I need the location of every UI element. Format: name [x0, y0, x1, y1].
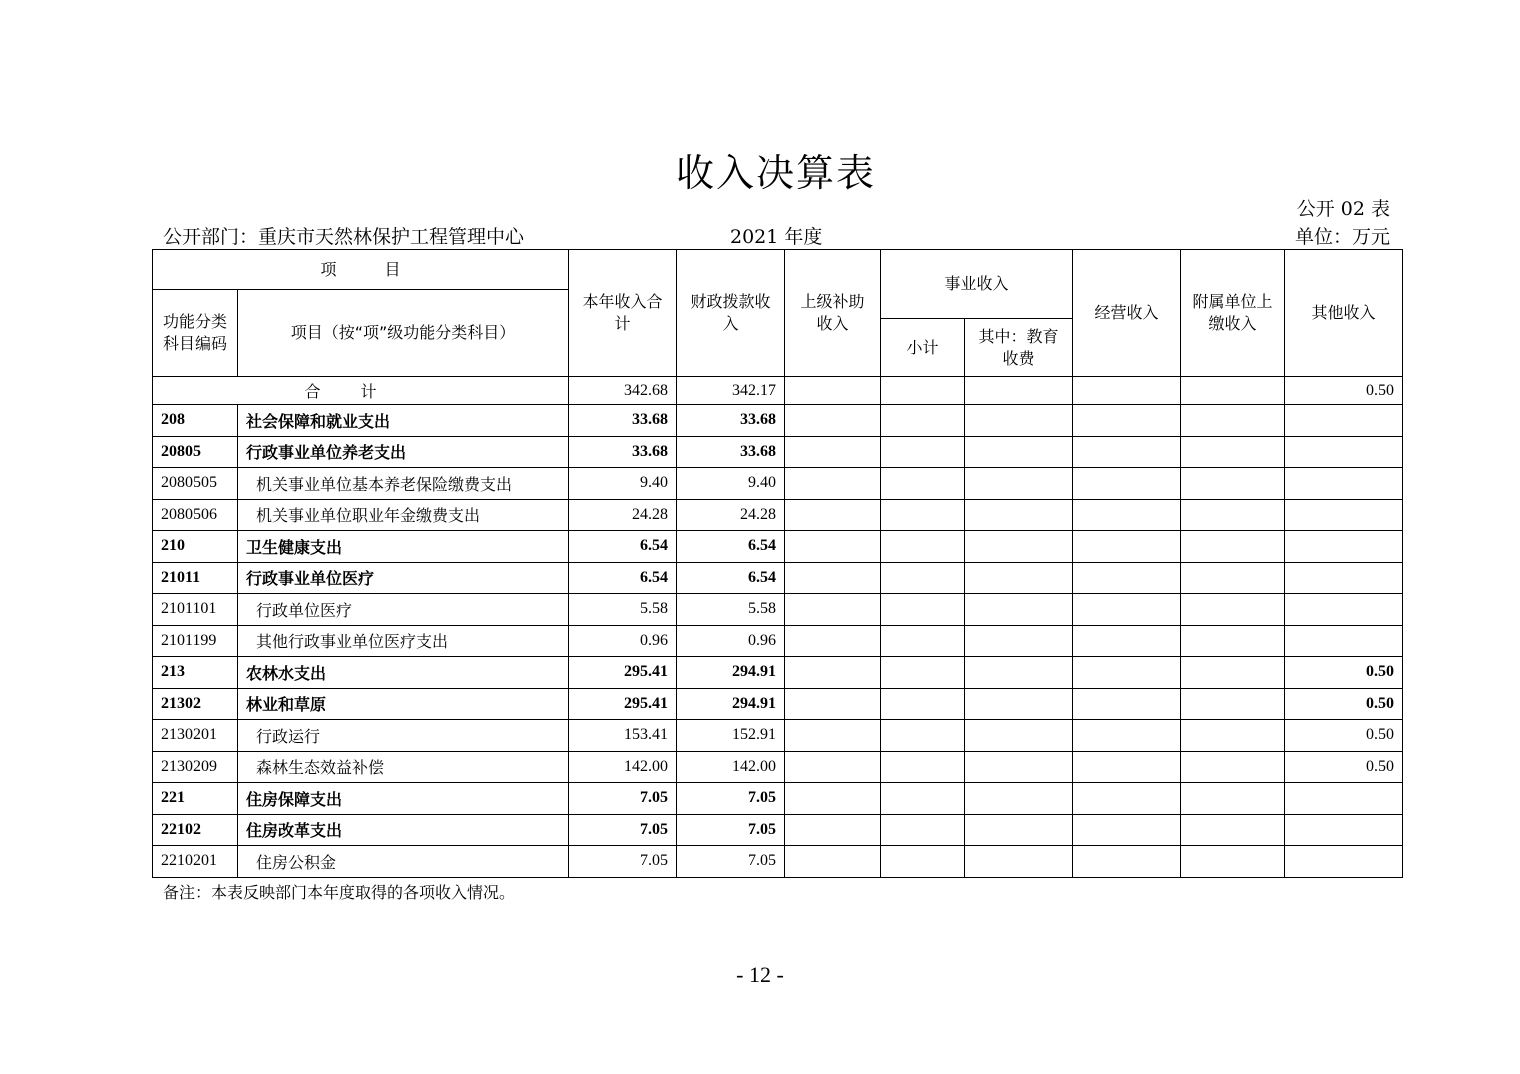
- row-operating: [1073, 499, 1181, 531]
- row-superior: [785, 405, 881, 437]
- row-total: 7.05: [569, 814, 677, 846]
- row-other: [1285, 468, 1403, 500]
- header-affiliated: 附属单位上缴收入: [1181, 250, 1285, 377]
- row-fiscal: 294.91: [677, 657, 785, 689]
- header-operating: 经营收入: [1073, 250, 1181, 377]
- row-total: 9.40: [569, 468, 677, 500]
- table-row: [153, 720, 1403, 752]
- row-operating: [1073, 594, 1181, 626]
- row-education: [965, 625, 1073, 657]
- table-row: [153, 688, 1403, 720]
- row-operating: [1073, 625, 1181, 657]
- total-other-value: 0.50: [1285, 377, 1403, 405]
- row-total: 24.28: [569, 499, 677, 531]
- row-code: 22102: [153, 814, 238, 846]
- row-operating: [1073, 468, 1181, 500]
- header-func-code: 功能分类科目编码: [153, 290, 238, 377]
- row-fiscal: 7.05: [677, 846, 785, 878]
- header-fiscal: 财政拨款收入: [677, 250, 785, 377]
- row-education: [965, 531, 1073, 563]
- row-affiliated: [1181, 468, 1285, 500]
- row-fiscal: 33.68: [677, 405, 785, 437]
- row-other: [1285, 405, 1403, 437]
- row-operating: [1073, 751, 1181, 783]
- row-education: [965, 436, 1073, 468]
- row-total: 295.41: [569, 657, 677, 689]
- row-name: 林业和草原: [238, 688, 569, 720]
- row-operating: [1073, 846, 1181, 878]
- row-education: [965, 405, 1073, 437]
- row-fiscal: 6.54: [677, 562, 785, 594]
- row-affiliated: [1181, 625, 1285, 657]
- row-business-subtotal: [881, 751, 965, 783]
- row-code: 21011: [153, 562, 238, 594]
- row-code: 2101101: [153, 594, 238, 626]
- row-education: [965, 720, 1073, 752]
- total-fiscal-value: 342.17: [677, 377, 785, 405]
- row-other: [1285, 594, 1403, 626]
- row-business-subtotal: [881, 814, 965, 846]
- total-income-value: 342.68: [569, 377, 677, 405]
- row-affiliated: [1181, 720, 1285, 752]
- row-code: 21302: [153, 688, 238, 720]
- page-number: - 12 -: [736, 962, 784, 987]
- row-total: 0.96: [569, 625, 677, 657]
- row-total: 142.00: [569, 751, 677, 783]
- row-superior: [785, 468, 881, 500]
- row-business-subtotal: [881, 531, 965, 563]
- department-label: 公开部门：重庆市天然林保护工程管理中心: [163, 226, 525, 248]
- header-item: 项 目: [153, 250, 569, 290]
- row-superior: [785, 531, 881, 563]
- row-education: [965, 751, 1073, 783]
- row-total: 33.68: [569, 405, 677, 437]
- row-business-subtotal: [881, 846, 965, 878]
- row-fiscal: 152.91: [677, 720, 785, 752]
- row-code: 2130209: [153, 751, 238, 783]
- row-business-subtotal: [881, 499, 965, 531]
- row-business-subtotal: [881, 657, 965, 689]
- row-total: 5.58: [569, 594, 677, 626]
- row-total: 153.41: [569, 720, 677, 752]
- total-label: 合计: [153, 377, 569, 405]
- row-affiliated: [1181, 657, 1285, 689]
- row-education: [965, 814, 1073, 846]
- row-other: 0.50: [1285, 720, 1403, 752]
- row-other: 0.50: [1285, 657, 1403, 689]
- row-total: 7.05: [569, 783, 677, 815]
- row-fiscal: 294.91: [677, 688, 785, 720]
- header-subtotal: 小计: [881, 319, 965, 377]
- table-row: [153, 562, 1403, 594]
- table-row: [153, 783, 1403, 815]
- row-education: [965, 499, 1073, 531]
- row-fiscal: 9.40: [677, 468, 785, 500]
- row-other: [1285, 436, 1403, 468]
- row-other: [1285, 814, 1403, 846]
- row-superior: [785, 846, 881, 878]
- row-name: 社会保障和就业支出: [238, 405, 569, 437]
- row-fiscal: 7.05: [677, 814, 785, 846]
- row-fiscal: 0.96: [677, 625, 785, 657]
- row-total: 7.05: [569, 846, 677, 878]
- row-name: 卫生健康支出: [238, 531, 569, 563]
- table-row: [153, 405, 1403, 437]
- row-affiliated: [1181, 531, 1285, 563]
- row-superior: [785, 814, 881, 846]
- row-name: 住房保障支出: [238, 783, 569, 815]
- row-affiliated: [1181, 783, 1285, 815]
- row-business-subtotal: [881, 562, 965, 594]
- table-header: [153, 250, 1403, 405]
- header-item-name: 项目（按“项”级功能分类科目）: [238, 290, 569, 377]
- row-superior: [785, 783, 881, 815]
- income-table: [152, 249, 1403, 878]
- row-other: [1285, 625, 1403, 657]
- row-affiliated: [1181, 594, 1285, 626]
- row-operating: [1073, 657, 1181, 689]
- row-superior: [785, 657, 881, 689]
- row-affiliated: [1181, 814, 1285, 846]
- row-operating: [1073, 531, 1181, 563]
- row-affiliated: [1181, 846, 1285, 878]
- row-education: [965, 657, 1073, 689]
- row-name: 住房公积金: [238, 846, 569, 878]
- row-code: 2101199: [153, 625, 238, 657]
- row-name: 行政单位医疗: [238, 594, 569, 626]
- unit-label: 单位：万元: [1294, 226, 1390, 248]
- header-total-income: 本年收入合计: [569, 250, 677, 377]
- row-name: 行政事业单位养老支出: [238, 436, 569, 468]
- row-operating: [1073, 562, 1181, 594]
- row-name: 行政事业单位医疗: [238, 562, 569, 594]
- row-operating: [1073, 688, 1181, 720]
- header-superior: 上级补助收入: [785, 250, 881, 377]
- row-fiscal: 142.00: [677, 751, 785, 783]
- row-education: [965, 562, 1073, 594]
- row-operating: [1073, 720, 1181, 752]
- row-business-subtotal: [881, 436, 965, 468]
- table-row: [153, 436, 1403, 468]
- row-business-subtotal: [881, 405, 965, 437]
- row-fiscal: 6.54: [677, 531, 785, 563]
- row-education: [965, 688, 1073, 720]
- row-name: 机关事业单位职业年金缴费支出: [238, 499, 569, 531]
- table-row: [153, 657, 1403, 689]
- row-code: 208: [153, 405, 238, 437]
- row-name: 住房改革支出: [238, 814, 569, 846]
- row-other: [1285, 846, 1403, 878]
- row-affiliated: [1181, 436, 1285, 468]
- table-row: [153, 468, 1403, 500]
- row-business-subtotal: [881, 720, 965, 752]
- row-name: 其他行政事业单位医疗支出: [238, 625, 569, 657]
- row-affiliated: [1181, 688, 1285, 720]
- table-row: [153, 846, 1403, 878]
- row-total: 33.68: [569, 436, 677, 468]
- row-education: [965, 468, 1073, 500]
- row-total: 6.54: [569, 531, 677, 563]
- row-superior: [785, 436, 881, 468]
- row-operating: [1073, 405, 1181, 437]
- header-education: 其中：教育收费: [965, 319, 1073, 377]
- row-superior: [785, 499, 881, 531]
- table-row: [153, 594, 1403, 626]
- row-affiliated: [1181, 405, 1285, 437]
- row-code: 2080506: [153, 499, 238, 531]
- table-row: [153, 531, 1403, 563]
- row-business-subtotal: [881, 468, 965, 500]
- row-other: 0.50: [1285, 751, 1403, 783]
- row-other: [1285, 783, 1403, 815]
- form-number: 公开 02 表: [1296, 198, 1390, 220]
- row-education: [965, 846, 1073, 878]
- row-other: [1285, 499, 1403, 531]
- row-superior: [785, 751, 881, 783]
- row-superior: [785, 688, 881, 720]
- row-superior: [785, 562, 881, 594]
- row-business-subtotal: [881, 594, 965, 626]
- total-row: [153, 377, 1403, 405]
- header-business: 事业收入: [881, 250, 1073, 319]
- row-superior: [785, 594, 881, 626]
- footnote: 备注：本表反映部门本年度取得的各项收入情况。: [163, 883, 516, 902]
- row-code: 210: [153, 531, 238, 563]
- table-row: [153, 751, 1403, 783]
- row-superior: [785, 720, 881, 752]
- row-operating: [1073, 436, 1181, 468]
- row-total: 295.41: [569, 688, 677, 720]
- row-code: 2130201: [153, 720, 238, 752]
- row-fiscal: 5.58: [677, 594, 785, 626]
- row-business-subtotal: [881, 625, 965, 657]
- row-code: 213: [153, 657, 238, 689]
- row-total: 6.54: [569, 562, 677, 594]
- row-fiscal: 7.05: [677, 783, 785, 815]
- row-superior: [785, 625, 881, 657]
- row-name: 机关事业单位基本养老保险缴费支出: [238, 468, 569, 500]
- row-code: 20805: [153, 436, 238, 468]
- page-title: 收入决算表: [675, 151, 876, 195]
- row-name: 行政运行: [238, 720, 569, 752]
- row-affiliated: [1181, 751, 1285, 783]
- row-business-subtotal: [881, 783, 965, 815]
- row-name: 农林水支出: [238, 657, 569, 689]
- row-fiscal: 33.68: [677, 436, 785, 468]
- row-code: 2080505: [153, 468, 238, 500]
- row-business-subtotal: [881, 688, 965, 720]
- row-affiliated: [1181, 562, 1285, 594]
- row-other: [1285, 562, 1403, 594]
- row-code: 2210201: [153, 846, 238, 878]
- table-body: [153, 405, 1403, 878]
- table-row: [153, 499, 1403, 531]
- header-other: 其他收入: [1285, 250, 1403, 377]
- row-name: 森林生态效益补偿: [238, 751, 569, 783]
- row-education: [965, 594, 1073, 626]
- row-operating: [1073, 814, 1181, 846]
- row-operating: [1073, 783, 1181, 815]
- row-code: 221: [153, 783, 238, 815]
- table-row: [153, 625, 1403, 657]
- table-row: [153, 814, 1403, 846]
- row-education: [965, 783, 1073, 815]
- row-affiliated: [1181, 499, 1285, 531]
- fiscal-year: 2021 年度: [730, 226, 823, 248]
- row-other: 0.50: [1285, 688, 1403, 720]
- row-other: [1285, 531, 1403, 563]
- row-fiscal: 24.28: [677, 499, 785, 531]
